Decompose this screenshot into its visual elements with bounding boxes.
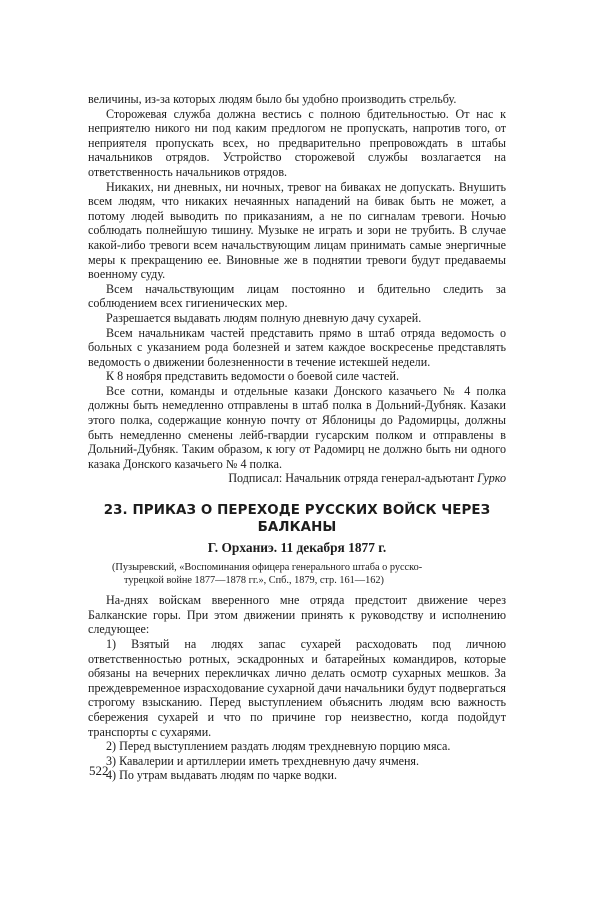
order-item-1: 1) Взятый на людях запас сухарей расходовать под личною ответственностью ротных, эскадронных и батарейных командиров, которые обязаны на вечерних перекличках лично делать осмотр сухарных мешков. За преждевременное израсходование сухарной дачи начальники будут подвергаться строгому взысканию. Перед выступлением объяснить людям всю важность сбережения сухарей и что по причине гор неизвестно, когда подойдут транспорты с сухарями. (88, 637, 506, 739)
section-place-date: Г. Орханиэ. 11 декабря 1877 г. (207, 540, 387, 556)
order-item-4: 4) По утрам выдавать людям по чарке водки. (106, 768, 337, 783)
paragraph-4: Всем начальствующим лицам постоянно и бдительно следить за соблюдением всех гигиенических мер. (88, 281, 506, 311)
source-citation-line-2: турецкой войне 1877—1878 гг.», Спб., 1879, стр. 161—162) (124, 574, 384, 586)
document-page (88, 92, 506, 792)
paragraph-8: Все сотни, команды и отдельные казаки Донского казачьего № 4 полка должны быть немедленно отправлены в штаб полка в Дольний-Дубняк. Казаки этого полка, содержащие конную почту от Яблоницы до Радомирцы, должны быть немедленно сменены лейб-гвардии гусарским полком и отправлены в Дольний-Дубняк. Таким образом, к югу от Радомирц не должно быть ни одного казака Донского казачьего № 4 полка. (88, 383, 506, 471)
order-intro: На-днях войскам вверенного мне отряда предстоит движение через Балканские горы. При этом движении принять к руководству и исполнению следующее: (88, 593, 506, 637)
order-item-3: 3) Кавалерии и артиллерии иметь трехдневную дачу ячменя. (106, 753, 420, 768)
source-citation-line-1: (Пузыревский, «Воспоминания офицера генерального штаба о русско- (112, 562, 423, 574)
signature-name: Гурко (477, 471, 506, 486)
section-title: 23. ПРИКАЗ О ПЕРЕХОДЕ РУССКИХ ВОЙСК ЧЕРЕЗ БАЛКАНЫ (103, 503, 491, 536)
paragraph-2: Сторожевая служба должна вестись с полною бдительностью. От нас к неприятелю никого ни под каким предлогом не пропускать, напротив того, от неприятеля пропускать всех, но предварительно препровождать в штабы начальников отрядов. Устройство сторожевой службы возлагается на ответственность начальников отрядов. (88, 106, 506, 179)
paragraph-1: величины, из-за которых людям было бы удобно производить стрельбу. (88, 92, 457, 106)
paragraph-5: Разрешается выдавать людям полную дневную дачу сухарей. (106, 310, 422, 325)
paragraph-7: К 8 ноября представить ведомости о боевой силе частей. (106, 369, 400, 384)
source-citation (88, 562, 506, 587)
paragraph-3: Никаких, ни дневных, ни ночных, тревог на биваках не допускать. Внушить всем людям, что никаких нечаянных нападений на бивак быть не может, а потому людей выводить по приказаниям, а не по сигналам тревоги. Ночью соблюдать полнейшую тишину. Музыке не играть и зори не трубить. В случае какой-либо тревоги всем начальствующим лицам принимать самые энергичные меры к прекращению ее. Виновные же в поднятии тревоги будут предаваемы военному суду. (88, 179, 506, 282)
signature-line (88, 471, 506, 486)
signature-label: Подписал: Начальник отряда генерал-адъютант (228, 471, 475, 486)
order-item-2: 2) Перед выступлением раздать людям трехдневную порцию мяса. (106, 739, 451, 754)
paragraph-6: Всем начальникам частей представить прямо в штаб отряда ведомость о больных с указанием рода болезней и затем каждое воскресенье представлять ведомость о движении болезненности в течение истекшей недели. (88, 325, 506, 369)
page-number: 522 (89, 763, 109, 778)
